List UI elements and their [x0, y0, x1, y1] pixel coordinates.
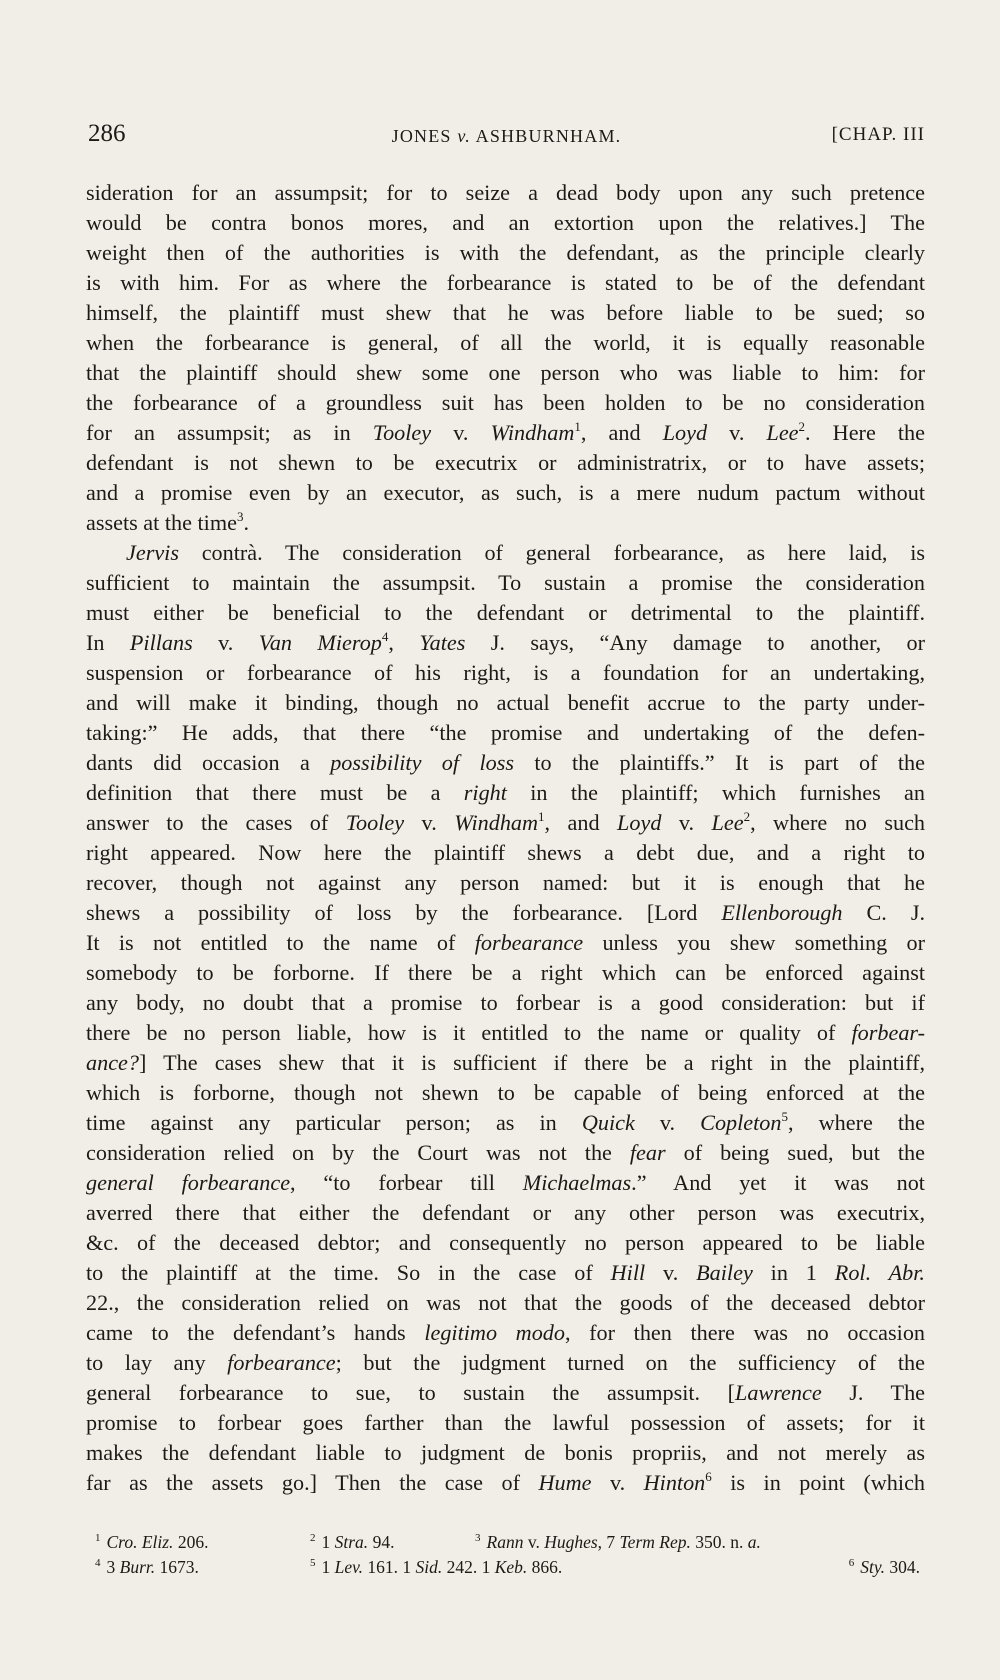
italic-text: Rann — [486, 1532, 524, 1552]
italic-text: Van Mierop — [258, 630, 382, 655]
text-line — [86, 958, 925, 988]
text-line — [86, 1078, 925, 1108]
running-header — [88, 120, 925, 152]
text-line — [86, 418, 925, 448]
text-line — [86, 688, 925, 718]
italic-text: forbear- — [851, 1020, 925, 1045]
text-run: and will make it binding, though no actual benefit accrue to the party under- — [86, 690, 925, 715]
text-line — [86, 178, 925, 208]
footnote — [95, 1555, 199, 1580]
text-run: to the plaintiff at the time. So in the case of — [86, 1260, 611, 1285]
italic-text: right — [463, 780, 507, 805]
text-run: v. — [634, 1110, 701, 1135]
text-line — [86, 1048, 925, 1078]
italic-text: Tooley — [372, 420, 432, 445]
text-line — [86, 1258, 925, 1288]
text-run: in the plaintiff; which furnishes an — [506, 780, 925, 805]
text-run: v. — [645, 1260, 697, 1285]
italic-text: Lee — [766, 420, 799, 445]
text-run: averred there that either the defendant or any other person was executrix, — [86, 1200, 925, 1225]
italic-text: Bailey — [696, 1260, 753, 1285]
italic-text: forbearance — [474, 930, 584, 955]
text-run: , “to forbear till — [290, 1170, 523, 1195]
running-title — [88, 126, 925, 147]
text-run: answer to the cases of — [86, 810, 346, 835]
italic-text: Loyd — [617, 810, 662, 835]
text-run: of being sued, but the — [665, 1140, 925, 1165]
text-line — [86, 1228, 925, 1258]
text-run: consideration relied on by the Court was not the — [86, 1140, 630, 1165]
text-run: v. — [192, 630, 259, 655]
footnote-marker: 2 — [743, 809, 751, 824]
text-line — [86, 1318, 925, 1348]
text-run: there be no person liable, how is it entitled to the name or quality of — [86, 1020, 852, 1045]
text-line — [86, 508, 925, 538]
italic-text: Pillans — [129, 630, 193, 655]
text-run: time against any particular person; as in — [86, 1110, 582, 1135]
text-line — [86, 538, 925, 568]
text-run: 242. 1 — [442, 1557, 495, 1577]
italic-text: Hughes — [544, 1532, 598, 1552]
text-line — [86, 598, 925, 628]
italic-text: Windham — [454, 810, 539, 835]
text-line — [86, 988, 925, 1018]
italic-text: ance? — [86, 1050, 139, 1075]
italic-text: Hume — [538, 1470, 592, 1495]
text-run: for an assumpsit; as in — [86, 420, 373, 445]
text-run: when the forbearance is general, of all the world, it is equally reasonable — [86, 330, 925, 355]
text-run: taking:” He adds, that there “the promise and undertaking of the defen- — [86, 720, 925, 745]
italic-text: Copleton — [700, 1110, 782, 1135]
text-run: It is not entitled to the name of — [86, 930, 475, 955]
text-line — [86, 1108, 925, 1138]
text-line — [86, 1348, 925, 1378]
footnote — [310, 1555, 562, 1580]
text-run: somebody to be forborne. If there be a right which can be enforced against — [86, 960, 925, 985]
text-run: , and — [580, 420, 663, 445]
italic-text: Sid. — [415, 1557, 443, 1577]
text-line — [86, 208, 925, 238]
text-line — [86, 328, 925, 358]
text-line — [86, 1378, 925, 1408]
footnote-marker: 4 — [95, 1557, 101, 1569]
italic-text: Cro. Eliz. — [106, 1532, 174, 1552]
text-run: makes the defendant liable to judgment de bonis propriis, and not merely as — [86, 1440, 925, 1465]
footnote-marker: 4 — [381, 629, 389, 644]
text-line — [86, 1438, 925, 1468]
page-number: 286 — [88, 120, 126, 147]
text-run: recover, though not against any person named: but it is enough that he — [86, 870, 925, 895]
text-run: J. says, “Any damage to another, or — [465, 630, 926, 655]
text-line — [86, 898, 925, 928]
text-run: the forbearance of a groundless suit has been holden to be no consideration — [86, 390, 925, 415]
footnote — [95, 1530, 208, 1555]
footnote-marker: 3 — [236, 509, 244, 524]
text-run: 1 — [321, 1557, 335, 1577]
footnote — [475, 1530, 761, 1555]
footnote-row — [95, 1530, 920, 1555]
footnote-marker: 1 — [538, 809, 545, 824]
text-run: v. — [431, 420, 491, 445]
text-run: in 1 — [752, 1260, 835, 1285]
text-run: himself, the plaintiff must shew that he was before liable to be sued; so — [86, 300, 925, 325]
text-line — [86, 238, 925, 268]
italic-text: Michaelmas — [522, 1170, 632, 1195]
text-run: is in point (which — [711, 1470, 926, 1495]
italic-text: forbearance — [227, 1350, 336, 1375]
italic-text: Jervis — [126, 540, 179, 565]
text-run: 1673. — [155, 1557, 199, 1577]
text-run: defendant is not shewn to be executrix or administratrix, or to have assets; — [86, 450, 925, 475]
text-run: 304. — [885, 1557, 920, 1577]
text-run: sideration for an assumpsit; for to seize a dead body upon any such pretence — [86, 180, 925, 205]
text-run: sufficient to maintain the assumpsit. To sustain a promise the consideration — [86, 570, 925, 595]
running-title-right: ASHBURNHAM. — [475, 126, 622, 146]
italic-text: Lee — [711, 810, 744, 835]
text-line — [86, 268, 925, 298]
italic-text: Ellenborough — [721, 900, 843, 925]
text-run: promise to forbear goes farther than the lawful possession of assets; for it — [86, 1410, 925, 1435]
text-run: to lay any — [86, 1350, 228, 1375]
text-run: ; but the judgment turned on the sufficiency of the — [335, 1350, 925, 1375]
italic-text: a. — [747, 1532, 761, 1552]
text-line — [86, 1288, 925, 1318]
footnote-marker: 3 — [475, 1532, 481, 1544]
italic-text: Hill — [610, 1260, 646, 1285]
text-run: 3 — [106, 1557, 120, 1577]
text-run: 161. 1 — [362, 1557, 416, 1577]
text-run: v. — [523, 1532, 545, 1552]
text-run: v. — [707, 420, 767, 445]
italic-text: fear — [629, 1140, 666, 1165]
text-run: J. The — [821, 1380, 926, 1405]
text-run: v. — [404, 810, 455, 835]
italic-text: Loyd — [662, 420, 708, 445]
text-run: dants did occasion a — [86, 750, 331, 775]
text-run: v. — [661, 810, 712, 835]
text-run: , and — [544, 810, 618, 835]
text-line — [86, 778, 925, 808]
italic-text: Windham — [490, 420, 575, 445]
text-line — [86, 1408, 925, 1438]
footnote-marker: 6 — [848, 1557, 855, 1569]
body-text — [86, 178, 925, 1498]
italic-text: Hinton — [643, 1470, 706, 1495]
italic-text: Rol. Abr. — [834, 1260, 925, 1285]
text-run: 22., the consideration relied on was not that the goods of the deceased debtor — [86, 1290, 925, 1315]
text-run: is with him. For as where the forbearance is stated to be of the defendant — [86, 270, 925, 295]
text-line — [86, 1138, 925, 1168]
running-title-left: JONES — [391, 126, 452, 146]
text-line — [86, 748, 925, 778]
text-line — [86, 298, 925, 328]
text-run: , for then there was no occasion — [564, 1320, 926, 1345]
text-run: suspension or forbearance of his right, is a foundation for an undertaking, — [86, 660, 925, 685]
text-run: 350. n. — [690, 1532, 748, 1552]
text-line — [86, 868, 925, 898]
italic-text: legitimo modo — [424, 1320, 565, 1345]
italic-text: possibility of loss — [330, 750, 514, 775]
footnote-marker: 5 — [310, 1557, 316, 1569]
italic-text: Term Rep. — [619, 1532, 691, 1552]
text-run: to the plaintiffs.” It is part of the — [513, 750, 925, 775]
text-run: , — [388, 630, 420, 655]
text-run: any body, no doubt that a promise to forbear is a good consideration: but if — [86, 990, 925, 1015]
footnote-marker: 6 — [705, 1469, 712, 1484]
text-run: that the plaintiff should shew some one person who was liable to him: for — [86, 360, 925, 385]
italic-text: Lev. — [334, 1557, 363, 1577]
text-run: &c. of the deceased debtor; and consequently no person appeared to be liable — [86, 1230, 925, 1255]
italic-text: Yates — [419, 630, 466, 655]
text-run: .” And yet it was not — [631, 1170, 925, 1195]
text-line — [86, 628, 925, 658]
footnote-row — [95, 1555, 920, 1580]
text-run: 1 — [321, 1532, 335, 1552]
footnote — [310, 1530, 394, 1555]
text-run: shews a possibility of loss by the forbearance. [Lord — [86, 900, 722, 925]
footnote-marker: 1 — [95, 1532, 101, 1544]
text-run: weight then of the authorities is with the defendant, as the principle clearly — [86, 240, 925, 265]
text-line — [86, 568, 925, 598]
text-run: v. — [591, 1470, 644, 1495]
italic-text: Burr. — [119, 1557, 156, 1577]
italic-text: general forbearance — [86, 1170, 291, 1195]
text-run: assets at the time — [86, 510, 237, 535]
text-run: right appeared. Now here the plaintiff shews a debt due, and a right to — [86, 840, 925, 865]
text-run: would be contra bonos mores, and an extortion upon the relatives.] The — [86, 210, 925, 235]
text-run: definition that there must be a — [86, 780, 464, 805]
text-run: far as the assets go.] Then the case of — [86, 1470, 539, 1495]
text-run: 866. — [527, 1557, 563, 1577]
text-run: , 7 — [597, 1532, 620, 1552]
text-run: In — [86, 630, 130, 655]
running-title-v: v. — [457, 126, 471, 146]
text-line — [86, 808, 925, 838]
text-line — [86, 448, 925, 478]
text-line — [86, 388, 925, 418]
footnote-marker: 2 — [798, 419, 806, 434]
text-run: , where the — [788, 1110, 925, 1135]
text-run: which is forborne, though not shewn to be capable of being enforced at the — [86, 1080, 925, 1105]
text-run: . Here the — [805, 420, 926, 445]
text-run: and a promise even by an executor, as such, is a mere nudum pactum without — [86, 480, 925, 505]
italic-text: Keb. — [494, 1557, 528, 1577]
text-run: , where no such — [750, 810, 926, 835]
footnotes — [95, 1530, 920, 1580]
text-line — [86, 1198, 925, 1228]
text-run: general forbearance to sue, to sustain the assumpsit. [ — [86, 1380, 735, 1405]
footnote-marker: 5 — [781, 1109, 788, 1124]
text-line — [86, 658, 925, 688]
italic-text: Stra. — [334, 1532, 369, 1552]
italic-text: Tooley — [345, 810, 405, 835]
text-line — [86, 928, 925, 958]
text-line — [86, 1018, 925, 1048]
text-run: unless you shew something or — [583, 930, 926, 955]
text-line — [86, 718, 925, 748]
footnote-marker: 2 — [310, 1532, 316, 1544]
text-run: C. J. — [842, 900, 925, 925]
text-run: 206. — [173, 1532, 209, 1552]
text-run: came to the defendant’s hands — [86, 1320, 425, 1345]
text-line — [86, 838, 925, 868]
footnote — [849, 1555, 920, 1580]
text-run: 94. — [368, 1532, 395, 1552]
text-line — [86, 358, 925, 388]
text-line — [86, 1468, 925, 1498]
italic-text: Sty. — [860, 1557, 885, 1577]
italic-text: Quick — [581, 1110, 635, 1135]
text-run: ] The cases shew that it is sufficient if there be a right in the plaintiff, — [138, 1050, 925, 1075]
text-run: . — [243, 510, 250, 535]
text-line — [86, 478, 925, 508]
chapter-reference: [CHAP. III — [831, 124, 925, 145]
text-run: contrà. The consideration of general forbearance, as here laid, is — [178, 540, 925, 565]
text-run: must either be beneficial to the defendant or detrimental to the plaintiff. — [86, 600, 925, 625]
italic-text: Lawrence — [735, 1380, 822, 1405]
footnote-marker: 1 — [574, 419, 581, 434]
text-line — [86, 1168, 925, 1198]
